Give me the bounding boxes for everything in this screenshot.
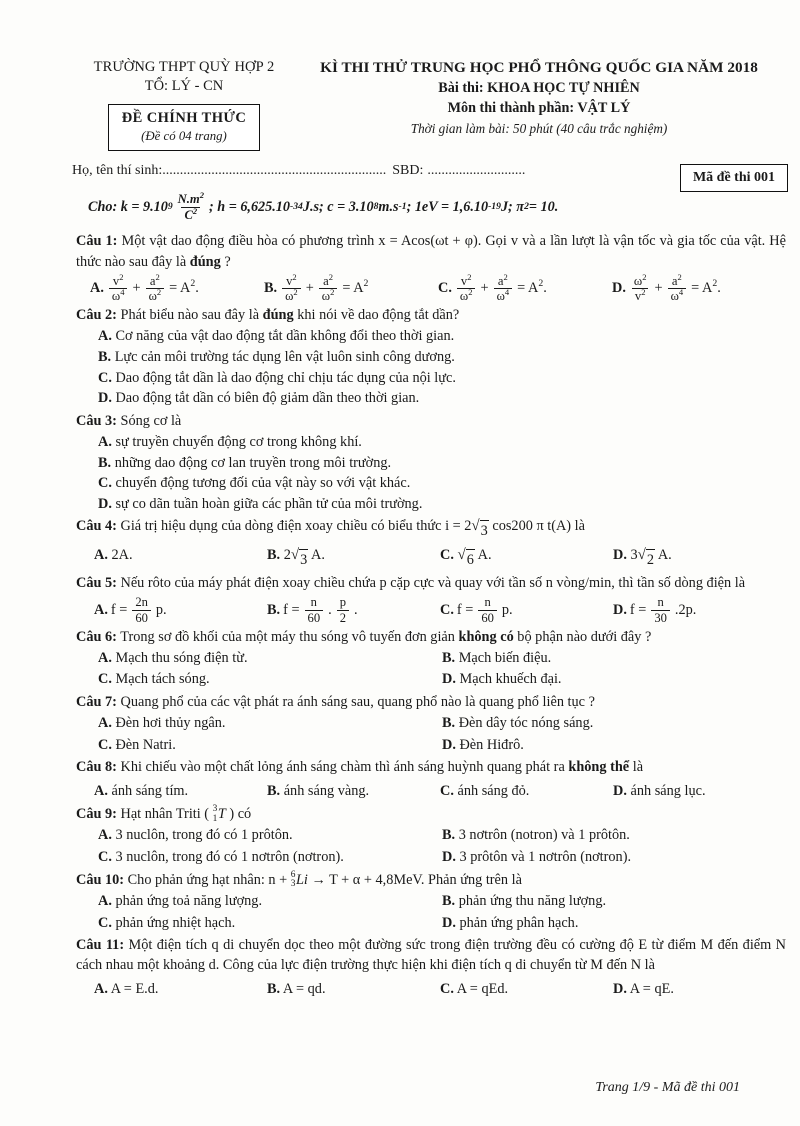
question-9-option-c[interactable] xyxy=(98,847,442,868)
option-text: A = E.d. xyxy=(107,980,159,997)
question-5 xyxy=(76,573,786,624)
question-8-stem xyxy=(76,757,786,777)
option-text: Mạch biến điệu. xyxy=(455,649,552,666)
option-text: Mạch thu sóng điện từ. xyxy=(111,649,248,666)
question-8-option-b[interactable] xyxy=(267,781,440,802)
question-6-text-a: Trong sơ đồ khối của một máy thu sóng vô tuyến đơn giản xyxy=(120,628,459,645)
question-2-option-b[interactable] xyxy=(98,347,786,368)
option-text: sự truyền chuyển động cơ trong không khí. xyxy=(111,433,362,450)
question-6-option-c[interactable] xyxy=(98,669,442,690)
constants-end: = 10. xyxy=(528,198,559,215)
question-9-options-row-1 xyxy=(98,825,786,846)
option-label: B. xyxy=(442,827,456,844)
question-8 xyxy=(76,757,786,802)
question-6-option-a[interactable] xyxy=(98,648,442,669)
question-6-options-row-2 xyxy=(98,669,786,690)
question-8-option-c[interactable] xyxy=(440,781,613,802)
question-8-options xyxy=(94,781,786,802)
question-7-stem xyxy=(76,692,786,712)
candidate-name-blank[interactable]: ................................................................ xyxy=(162,163,387,179)
question-10-option-b[interactable] xyxy=(442,891,786,912)
question-5-option-b[interactable]: B. f = $\frac{n}{60}$ . $\frac{p}{2}$ . xyxy=(267,595,358,625)
option-text: Dao động tắt dần có biên độ giảm dần theo thời gian. xyxy=(111,390,420,407)
option-text: ánh sáng đỏ. xyxy=(453,782,530,799)
question-3-option-d[interactable] xyxy=(98,494,786,515)
option-label: C. xyxy=(98,736,112,753)
question-4-text-pre: Giá trị hiệu dụng của dòng điện xoay chiều có biểu thức i = 2 xyxy=(120,518,472,535)
constants-k-unit-fraction xyxy=(175,189,207,222)
option-text: A = qE. xyxy=(626,980,674,997)
question-7-option-d[interactable] xyxy=(442,735,786,756)
question-10-option-a[interactable] xyxy=(98,891,442,912)
option-label: B. xyxy=(267,546,281,563)
exam-duration: Thời gian làm bài: 50 phút (40 câu trắc nghiệm) xyxy=(410,121,668,136)
question-11-stem xyxy=(76,935,786,976)
question-1-options xyxy=(90,271,786,304)
option-text: 3 nuclôn, trong đó có 1 prôtôn. xyxy=(111,827,293,844)
page-footer: Trang 1/9 - Mã đề thi 001 xyxy=(595,1080,740,1095)
option-label: C. xyxy=(440,980,454,997)
option-label: B. xyxy=(267,601,281,618)
option-text: Mạch khuếch đại. xyxy=(455,671,562,688)
option-label: A. xyxy=(98,827,112,844)
question-2-stem xyxy=(76,305,786,325)
option-label: C. xyxy=(98,849,112,866)
option-fraction-1: $\frac{\omega^2}{v^2}$ xyxy=(633,271,647,304)
question-3-options xyxy=(98,432,786,514)
question-1-option-b[interactable] xyxy=(264,271,438,304)
option-label: B. xyxy=(264,280,278,297)
option-fraction-1: $\frac{v^2}{\omega^2}$ xyxy=(282,275,301,303)
option-fraction-1: $\frac{n}{60}$ xyxy=(305,596,324,624)
question-1-option-a[interactable] xyxy=(90,271,264,304)
option-text: A = qEd. xyxy=(453,980,509,997)
option-fraction-2: $\frac{a^2}{\omega^4}$ xyxy=(494,275,513,303)
question-5-option-a[interactable]: A. f = $\frac{2n}{60}$ p. xyxy=(94,595,167,625)
option-label: C. xyxy=(440,782,454,799)
option-text: A = qd. xyxy=(280,980,326,997)
option-label: D. xyxy=(98,390,112,407)
option-label: C. xyxy=(98,369,112,386)
question-10 xyxy=(76,870,786,933)
sqrt-icon: √ 2 xyxy=(638,548,655,571)
plus-sign: + xyxy=(480,280,489,297)
question-6-option-b[interactable] xyxy=(442,648,786,669)
option-text: ánh sáng tím. xyxy=(107,782,189,799)
question-5-number: Câu 5: xyxy=(76,575,117,592)
question-2-text-a: Phát biểu nào sau đây là xyxy=(120,307,263,324)
option-label: A. xyxy=(98,649,112,666)
exam-code-box: Mã đề thi 001 xyxy=(680,164,788,192)
plus-sign: + xyxy=(132,280,141,297)
question-6-emphasis: không có xyxy=(458,628,514,645)
header-right-block xyxy=(290,58,788,137)
option-text: ánh sáng vàng. xyxy=(280,782,370,799)
question-4-option-b[interactable]: B. 2 √ 3 A. xyxy=(267,545,440,571)
question-4-options xyxy=(94,545,786,571)
isotope-symbol: Li xyxy=(295,871,308,888)
option-tail: = $A^2$. xyxy=(517,278,547,297)
option-text: phản ứng thu năng lượng. xyxy=(455,892,607,909)
option-text: 3 nơtrôn (notron) và 1 prôtôn. xyxy=(455,827,630,844)
plus-sign: + xyxy=(305,280,314,297)
question-5-options xyxy=(94,596,786,624)
question-11-option-b[interactable] xyxy=(267,979,440,1000)
option-label: B. xyxy=(442,649,456,666)
constants-prefix: Cho: k = 9.10 xyxy=(88,198,168,215)
question-10-option-c[interactable] xyxy=(98,913,442,934)
question-3-stem xyxy=(76,411,786,431)
option-label: A. xyxy=(94,601,108,618)
option-label: C. xyxy=(98,671,112,688)
option-text: Đèn Hiđrô. xyxy=(455,736,524,753)
exam-subject: Bài thi: KHOA HỌC TỰ NHIÊN xyxy=(438,80,640,96)
question-6-stem xyxy=(76,627,786,647)
question-10-stem xyxy=(76,870,786,890)
option-tail: = $A^2$. xyxy=(169,278,199,297)
option-text: phản ứng nhiệt hạch. xyxy=(111,914,236,931)
question-7-options-row-1 xyxy=(98,713,786,734)
question-1-text-a: Một vật dao động điều hòa có phương trình x = Acos(ωt + φ). Gọi v và a lần lượt là vận tốc và gia tốc của vật. Hệ thức nào sau đây là xyxy=(76,233,786,270)
option-fraction-1: $\frac{v^2}{\omega^4}$ xyxy=(109,275,128,303)
official-exam-title: ĐỀ CHÍNH THỨC xyxy=(121,110,247,127)
constants-k-denominator: $C^2$ xyxy=(181,207,200,222)
option-label: D. xyxy=(442,736,456,753)
option-tail: = $A^2$ xyxy=(342,278,369,297)
question-7 xyxy=(76,692,786,755)
option-label: D. xyxy=(613,782,627,799)
option-label: B. xyxy=(267,980,281,997)
question-10-number: Câu 10: xyxy=(76,871,125,888)
question-2-option-d[interactable] xyxy=(98,388,786,409)
option-label: B. xyxy=(442,892,456,909)
question-7-option-a[interactable] xyxy=(98,713,442,734)
question-10-options-row-1 xyxy=(98,891,786,912)
exam-title: KÌ THI THỬ TRUNG HỌC PHỔ THÔNG QUỐC GIA NĂM 2018 xyxy=(320,59,758,76)
option-label: A. xyxy=(90,280,104,297)
option-label: C. xyxy=(438,280,452,297)
question-1-option-d[interactable] xyxy=(612,271,786,304)
question-9 xyxy=(76,804,786,867)
sqrt-icon: √ 6 xyxy=(457,548,474,571)
question-10-text-post: → T + α + 4,8MeV. Phản ứng trên là xyxy=(307,871,522,888)
constants-c-unit: m.s xyxy=(378,198,399,215)
option-label: D. xyxy=(613,601,627,618)
question-8-text-a: Khi chiếu vào một chất lỏng ánh sáng chàm thì ánh sáng huỳnh quang phát ra xyxy=(120,759,569,776)
question-11-option-d[interactable] xyxy=(613,979,786,1000)
question-1-number: Câu 1: xyxy=(76,233,118,250)
question-8-number: Câu 8: xyxy=(76,759,117,776)
option-fraction: $\frac{2n}{60}$ xyxy=(132,596,151,624)
option-label: B. xyxy=(442,715,456,732)
question-3-number: Câu 3: xyxy=(76,412,117,429)
option-text: phản ứng toả năng lượng. xyxy=(111,892,263,909)
constants-ev-text: ; 1eV = 1,6.10 xyxy=(406,198,489,215)
option-label: A. xyxy=(98,715,112,732)
question-9-option-b[interactable] xyxy=(442,825,786,846)
question-3 xyxy=(76,411,786,515)
sqrt-icon: √ 3 xyxy=(471,519,488,541)
option-label: A. xyxy=(98,328,112,345)
option-text: ánh sáng lục. xyxy=(626,782,706,799)
question-10-options-row-2 xyxy=(98,913,786,934)
question-2-emphasis: đúng xyxy=(262,307,294,324)
isotope-notation: 6 3 xyxy=(290,869,296,890)
question-6-option-d[interactable] xyxy=(442,669,786,690)
option-text: Đèn Natri. xyxy=(111,736,176,753)
option-text: những dao động cơ lan truyền trong môi trường. xyxy=(111,454,392,471)
question-7-option-b[interactable] xyxy=(442,713,786,734)
question-4 xyxy=(76,516,786,571)
option-label: C. xyxy=(440,546,454,563)
constants-c-text: J.s; c = 3.10 xyxy=(302,198,374,215)
question-6-text-b: bộ phận nào dưới đây ? xyxy=(513,628,652,645)
question-11-text: Một điện tích q di chuyển dọc theo một đường sức trong điện trường đều có cường độ E từ điểm M đến điểm N cách nhau một khoảng d. Công của lực điện trường thực hiện khi điện tích q di chuyển từ M đến N là xyxy=(76,937,786,974)
isotope-symbol: T xyxy=(217,806,226,823)
constants-k-numerator: $N.m^2$ xyxy=(177,189,204,207)
option-fraction-2: $\frac{a^2}{\omega^2}$ xyxy=(319,275,338,303)
question-9-number: Câu 9: xyxy=(76,806,117,823)
page-header xyxy=(0,0,800,151)
question-5-text: Nếu rôto của máy phát điện xoay chiều chứa p cặp cực và quay với tần số n vòng/min, thì tần số dòng điện là xyxy=(120,575,746,592)
option-text: sự co dãn tuần hoàn giữa các phần tử của môi trường. xyxy=(111,495,423,512)
exam-component: Môn thi thành phần: VẬT LÝ xyxy=(447,100,631,116)
option-text: Đèn hơi thủy ngân. xyxy=(111,715,226,732)
question-8-emphasis: không thể xyxy=(568,759,630,776)
question-2-text-b: khi nói về dao động tắt dần? xyxy=(293,307,460,324)
option-label: D. xyxy=(612,280,626,297)
option-text: 2A. xyxy=(107,546,133,563)
question-11-option-c[interactable] xyxy=(440,979,613,1000)
question-9-option-a[interactable] xyxy=(98,825,442,846)
question-6-options-row-1 xyxy=(98,648,786,669)
question-11-number: Câu 11: xyxy=(76,937,125,954)
option-label: A. xyxy=(98,892,112,909)
question-1 xyxy=(76,231,786,303)
question-8-option-a[interactable] xyxy=(94,781,267,802)
question-3-text-a: Sóng cơ là xyxy=(120,412,182,429)
constants-h-text: ; h = 6,625.10 xyxy=(208,198,290,215)
option-label: B. xyxy=(267,782,281,799)
option-label: C. xyxy=(440,601,454,618)
option-text: phản ứng phân hạch. xyxy=(455,914,579,931)
question-3-option-c[interactable] xyxy=(98,473,786,494)
question-1-text-b: ? xyxy=(220,253,231,270)
candidate-sbd-blank[interactable]: ............................ xyxy=(427,163,526,179)
question-5-option-c[interactable]: C. f = $\frac{n}{60}$ p. xyxy=(440,595,513,625)
school-name: TRƯỜNG THPT QUỲ HỢP 2 xyxy=(93,59,275,75)
question-4-option-a[interactable] xyxy=(94,545,267,566)
question-9-stem xyxy=(76,804,786,824)
question-2 xyxy=(76,305,786,409)
question-6-number: Câu 6: xyxy=(76,628,117,645)
question-2-option-a[interactable] xyxy=(98,326,786,347)
option-label: C. xyxy=(98,475,112,492)
option-text: Đèn dây tóc nóng sáng. xyxy=(455,715,594,732)
question-4-option-d[interactable]: D. 3 √ 2 A. xyxy=(613,545,786,571)
question-5-option-d[interactable]: D. f = $\frac{n}{30}$ .2p. xyxy=(613,595,697,625)
option-fraction-2: $\frac{p}{2}$ xyxy=(337,596,349,624)
option-fraction-2: $\frac{a^2}{\omega^4}$ xyxy=(668,275,687,303)
option-label: D. xyxy=(613,546,627,563)
option-label: D. xyxy=(613,980,627,997)
question-4-number: Câu 4: xyxy=(76,518,117,535)
candidate-name-label: Họ, tên thí sinh: xyxy=(72,163,163,179)
option-fraction-2: $\frac{a^2}{\omega^2}$ xyxy=(146,275,165,303)
question-11 xyxy=(76,935,786,1000)
question-9-text-pre: Hạt nhân Triti ( xyxy=(120,806,213,823)
option-text: Mạch tách sóng. xyxy=(111,671,210,688)
physical-constants-line: Cho: k = 9.10 9 $\frac{N.m^2}{C^2}$ ; h = 6,625.10 -34 J.s; c = 3.10 8 m.s -1 ; 1eV = 1,6.10 -19 J; π 2 = 10. xyxy=(88,189,559,222)
option-label: D. xyxy=(442,671,456,688)
question-1-emphasis: đúng xyxy=(189,253,221,270)
question-3-option-a[interactable] xyxy=(98,432,786,453)
question-4-stem xyxy=(76,516,786,541)
question-6 xyxy=(76,627,786,690)
question-2-number: Câu 2: xyxy=(76,307,117,324)
question-2-options xyxy=(98,326,786,408)
candidate-sbd-label: SBD: xyxy=(392,163,424,179)
question-9-options-row-2 xyxy=(98,847,786,868)
official-exam-subtitle: (Đề có 04 trang) xyxy=(141,129,227,144)
question-3-option-b[interactable] xyxy=(98,453,786,474)
official-exam-box xyxy=(108,104,260,151)
option-text: chuyển động tương đối của vật này so với vật khác. xyxy=(111,475,411,492)
question-11-options xyxy=(94,979,786,1000)
question-7-options-row-2 xyxy=(98,735,786,756)
question-4-option-c[interactable]: C. √ 6 A. xyxy=(440,545,613,571)
question-9-text-post: ) có xyxy=(225,806,252,823)
option-label: A. xyxy=(94,782,108,799)
option-fraction: $\frac{n}{30}$ xyxy=(651,596,670,624)
question-10-option-d[interactable] xyxy=(442,913,786,934)
option-text: Cơ năng của vật dao động tắt dần không đổi theo thời gian. xyxy=(111,328,455,345)
questions-container xyxy=(0,221,800,1000)
question-11-option-a[interactable] xyxy=(94,979,267,1000)
option-label: D. xyxy=(442,914,456,931)
question-1-stem xyxy=(76,231,786,272)
option-label: D. xyxy=(98,495,112,512)
sqrt-icon: √ 3 xyxy=(291,548,308,571)
plus-sign: + xyxy=(654,280,663,297)
question-7-number: Câu 7: xyxy=(76,693,117,710)
option-label: A. xyxy=(94,546,108,563)
department-name: TỔ: LÝ - CN xyxy=(144,77,224,94)
option-label: A. xyxy=(94,980,108,997)
question-2-option-c[interactable] xyxy=(98,368,786,389)
question-1-option-c[interactable] xyxy=(438,271,612,304)
question-7-option-c[interactable] xyxy=(98,735,442,756)
option-fraction-1: $\frac{v^2}{\omega^2}$ xyxy=(457,275,476,303)
question-10-text-pre: Cho phản ứng hạt nhân: n + xyxy=(127,871,291,888)
question-5-stem xyxy=(76,573,786,593)
option-label: D. xyxy=(442,849,456,866)
option-label: B. xyxy=(98,348,112,365)
question-9-option-d[interactable] xyxy=(442,847,786,868)
option-text: Lực cản môi trường tác dụng lên vật luôn sinh công dương. xyxy=(111,348,455,365)
option-label: A. xyxy=(98,433,112,450)
constants-pi-text: J; π xyxy=(500,198,525,215)
option-label: B. xyxy=(98,454,112,471)
question-8-text-b: là xyxy=(629,759,644,776)
isotope-notation: 3 1 xyxy=(212,804,218,824)
question-7-text: Quang phổ của các vật phát ra ánh sáng sau, quang phổ nào là quang phổ liên tục ? xyxy=(120,693,595,710)
option-text: 3 prôtôn và 1 nơtrôn (nơtron). xyxy=(455,849,632,866)
option-fraction: $\frac{n}{60}$ xyxy=(478,596,497,624)
question-8-option-d[interactable] xyxy=(613,781,786,802)
question-4-text-post: cos200 π t(A) là xyxy=(488,518,585,535)
header-left-block xyxy=(78,58,290,151)
option-tail: = $A^2$. xyxy=(691,278,721,297)
option-text: 3 nuclôn, trong đó có 1 nơtrôn (nơtron). xyxy=(111,849,344,866)
option-text: Dao động tắt dần là dao động chỉ chịu tác dụng của nội lực. xyxy=(111,369,456,386)
option-label: C. xyxy=(98,914,112,931)
